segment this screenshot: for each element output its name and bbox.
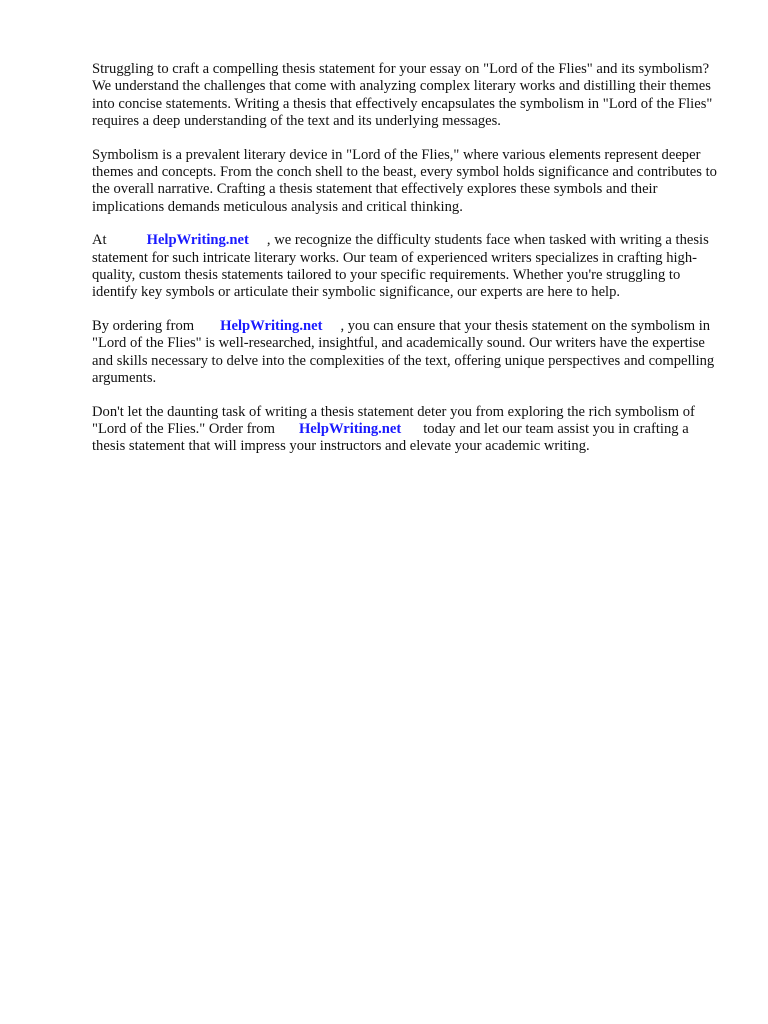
helpwriting-link[interactable]: HelpWriting.net [220, 317, 323, 334]
paragraph-text-before-link: Don't let the daunting task of writing a thesis statement deter you from exploring the rich symbolism of "Lord of the Flies." Order from [92, 403, 695, 437]
paragraph-closing [92, 404, 724, 456]
paragraph-symbolism: Symbolism is a prevalent literary device in "Lord of the Flies," where various elements represent deeper themes and concepts. From the conch shell to the beast, every symbol holds significance and contributes to the overall narrative. Crafting a thesis statement that effectively explores these symbols and their implications demands meticulous analysis and critical thinking. [92, 146, 717, 215]
document-page [92, 61, 724, 472]
paragraph-text-after-link: , you can ensure that your thesis statement on the symbolism in "Lord of the Flies" is well-researched, insightful, and academically sound. Our writers have the expertise and skills necessary to delve into the complexities of the text, offering unique perspectives and compelling arguments. [92, 317, 715, 387]
paragraph-ordering [92, 318, 724, 388]
helpwriting-link[interactable]: HelpWriting.net [146, 232, 249, 249]
paragraph-text-before-link: At [92, 232, 107, 249]
helpwriting-link[interactable]: HelpWriting.net [298, 420, 402, 437]
paragraph-text-after-link: , we recognize the difficulty students face when tasked with writing a thesis statement for such intricate literary works. Our team of experienced writers specializes in crafting high-quality, custom thesis statements tailored to your specific requirements. Whether you're struggling to identify key symbols or articulate their symbolic significance, our experts are here to help. [92, 232, 709, 301]
paragraph-text-after-link: today and let our team assist you in crafting a thesis statement that will impress your instructors and elevate your academic writing. [92, 420, 689, 455]
paragraph-intro: Struggling to craft a compelling thesis statement for your essay on "Lord of the Flies" and its symbolism? We understand the challenges that come with analyzing complex literary works and distilling their themes into concise statements. Writing a thesis that effectively encapsulates the symbolism in "Lord of the Flies" requires a deep understanding of the text and its underlying messages. [92, 61, 713, 130]
paragraph-text-before-link: By ordering from [92, 317, 195, 334]
paragraph-helpwriting [92, 232, 724, 302]
